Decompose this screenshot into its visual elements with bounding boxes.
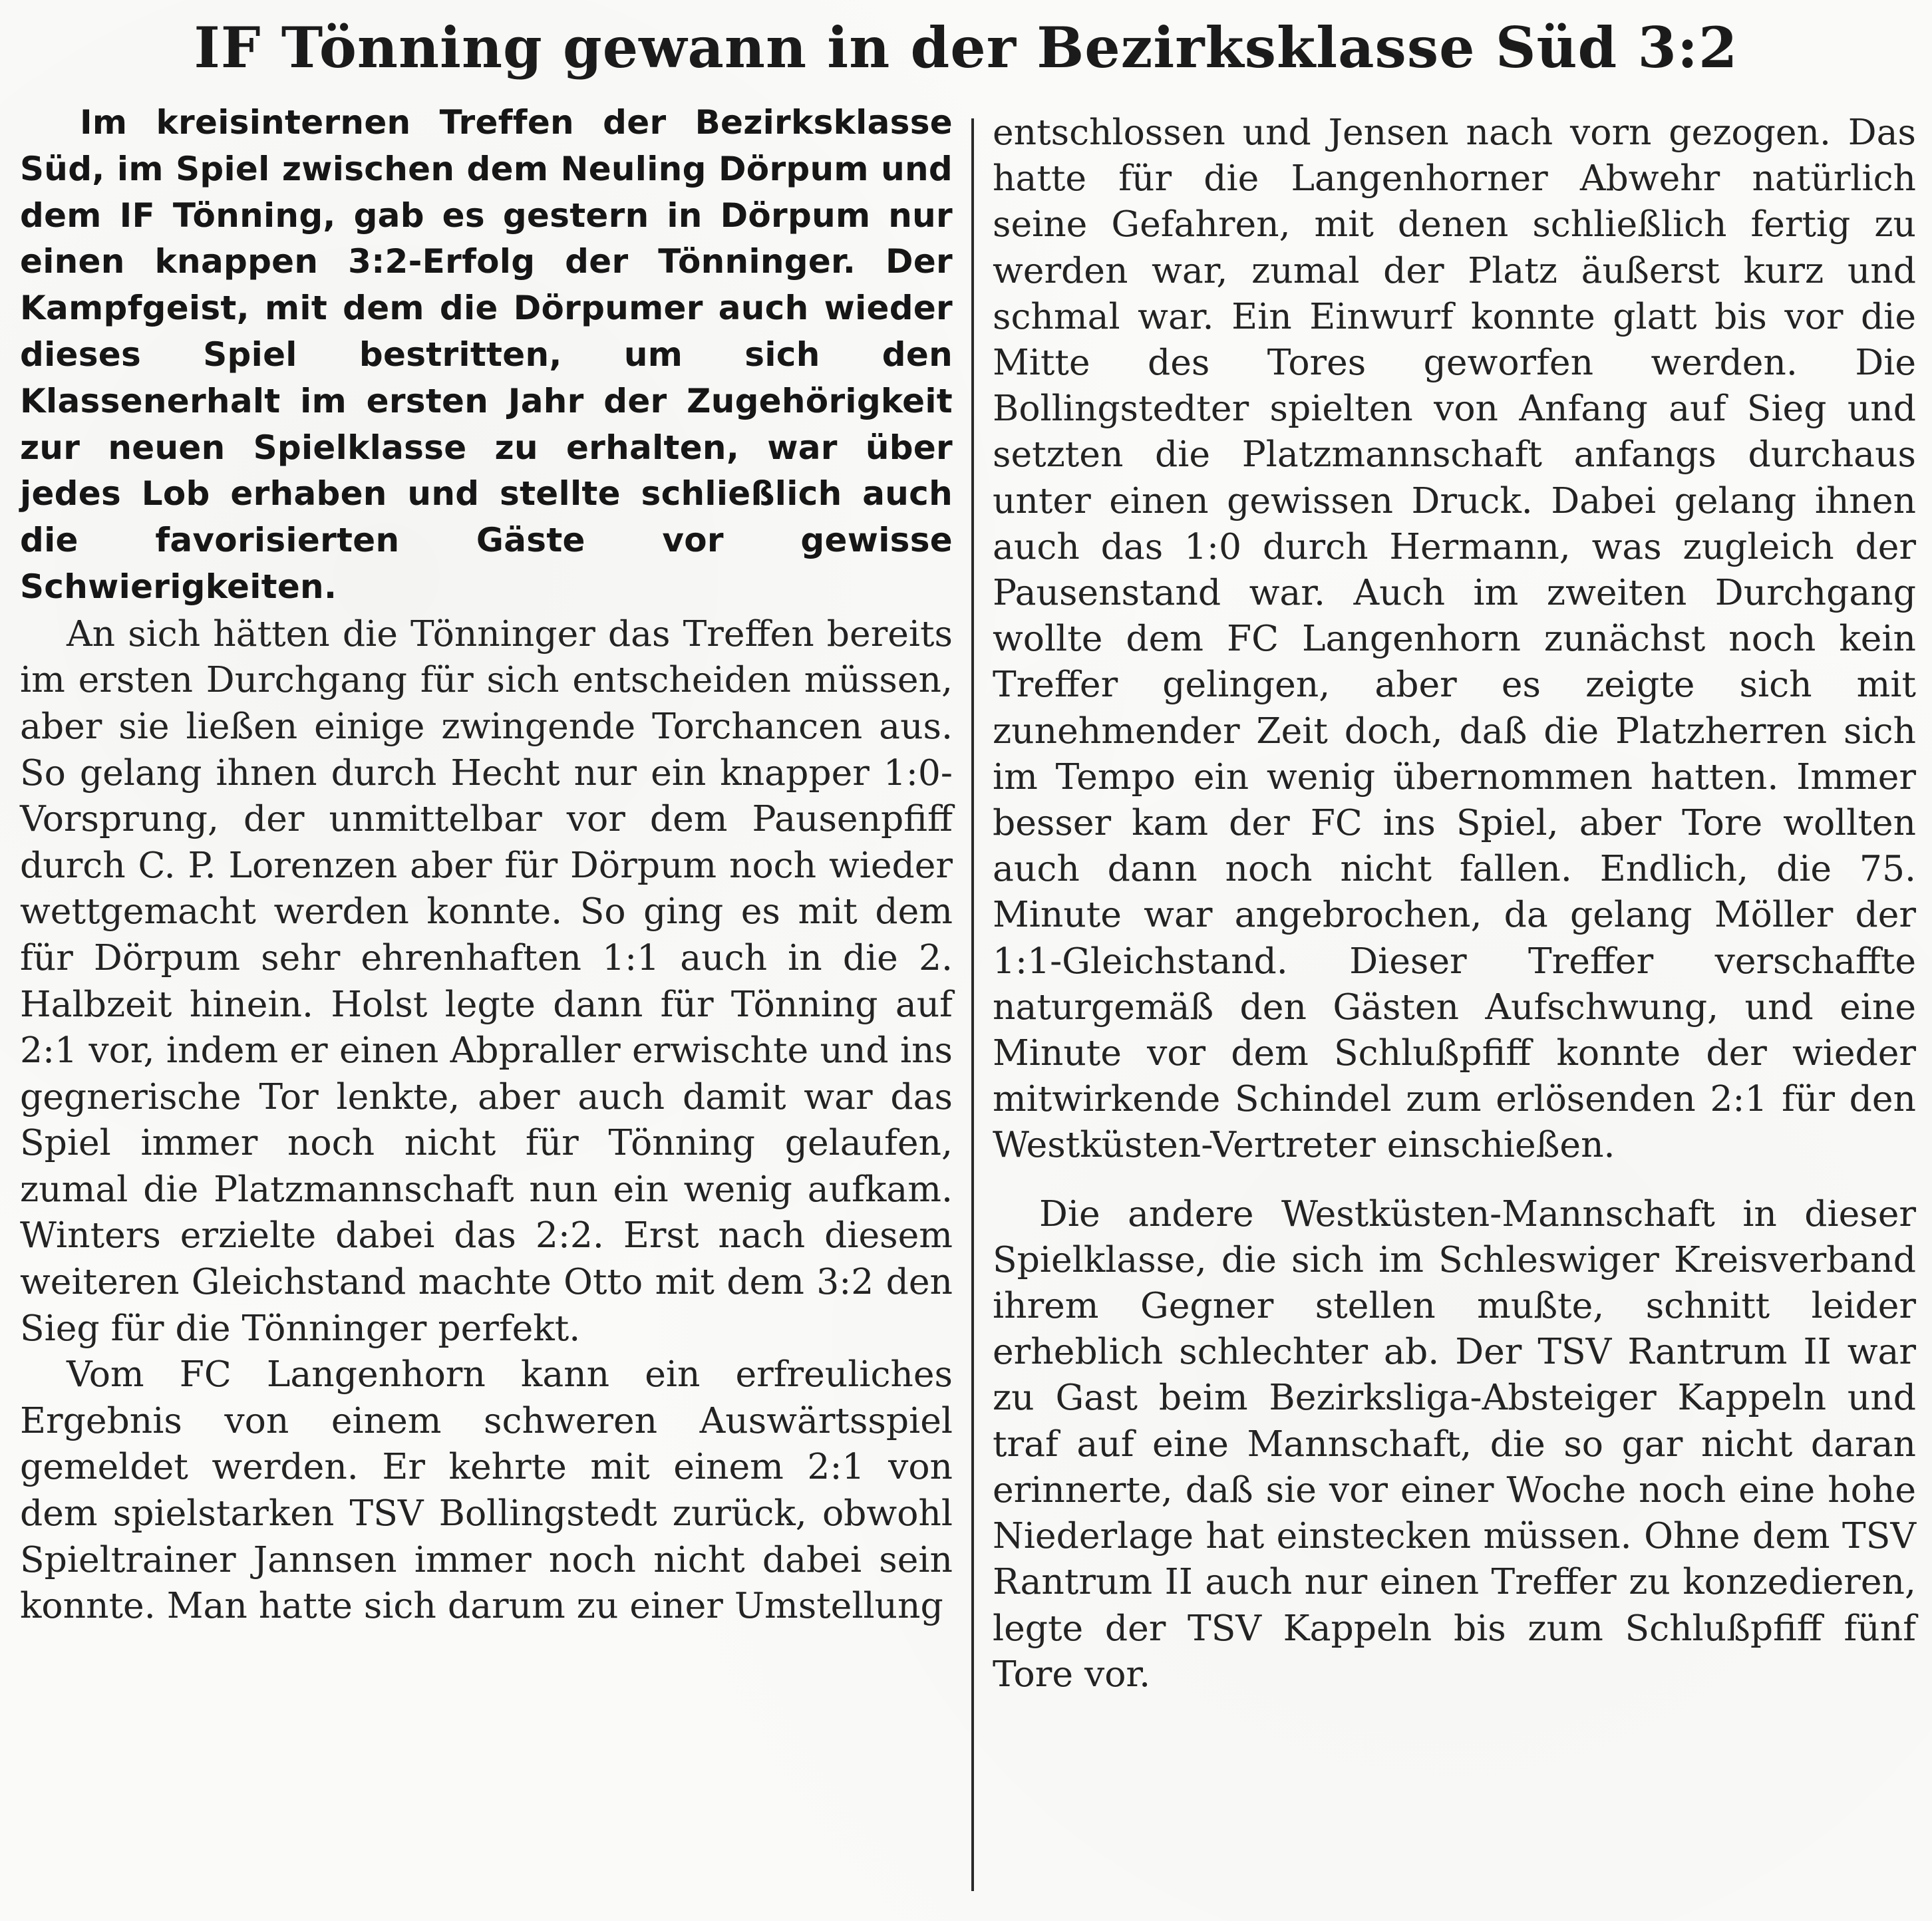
right-column	[993, 109, 1916, 1697]
paragraph-langenhorn-start: Vom FC Langenhorn kann ein erfreuliches Ergebnis von einem schweren Auswärtsspiel gemeldet werden. Er kehrte mit einem 2:1 von dem spielstarken TSV Bollingstedt zurück, obwohl Spieltrainer Jannsen immer noch nicht dabei sein konnte. Man hatte sich darum zu einer Umstellung	[20, 1353, 953, 1627]
column-divider	[971, 118, 974, 1891]
paragraph-toenning-match: An sich hätten die Tönninger das Treffen bereits im ersten Durchgang für sich entscheiden müssen, aber sie ließen einige zwingende Torchancen aus. So gelang ihnen durch Hecht nur ein knapper 1:0-Vorsprung, der unmittelbar vor dem Pausenpfiff durch C. P. Lorenzen aber für Dörpum noch wieder wettgemacht werden konnte. So ging es mit dem für Dörpum sehr ehrenhaften 1:1 auch in die 2. Halbzeit hinein. Holst legte dann für Tönning auf 2:1 vor, indem er einen Abpraller erwischte und ins gegnerische Tor lenkte, aber auch damit war das Spiel immer noch nicht für Tönning gelaufen, zumal die Platzmannschaft nun ein wenig aufkam. Winters erzielte dabei das 2:2. Erst nach diesem weiteren Gleichstand machte Otto mit dem 3:2 den Sieg für die Tönninger perfekt.	[20, 612, 953, 1349]
paragraph-rantrum-match: Die andere Westküsten-Mannschaft in dieser Spielklasse, die sich im Schleswiger Kreisverband ihrem Gegner stellen mußte, schnitt leider erheblich schlechter ab. Der TSV Rantrum II war zu Gast beim Bezirksliga-Absteiger Kappeln und traf auf eine Mannschaft, die so gar nicht daran erinnerte, daß sie vor einer Woche noch eine hohe Niederlage hat einstecken müssen. Ohne dem TSV Rantrum II auch nur einen Treffer zu konzedieren, legte der TSV Kappeln bis zum Schlußpfiff fünf Tore vor.	[993, 1192, 1916, 1695]
paragraph-langenhorn-continued: entschlossen und Jensen nach vorn gezogen. Das hatte für die Langenhorner Abwehr natürlich seine Gefahren, mit denen schließlich fertig zu werden war, zumal der Platz äußerst kurz und schmal war. Ein Einwurf konnte glatt bis vor die Mitte des Tores geworfen werden. Die Bollingstedter spielten von Anfang auf Sieg und setzten die Platzmannschaft anfangs durchaus unter einen gewissen Druck. Dabei gelang ihnen auch das 1:0 durch Hermann, was zugleich der Pausenstand war. Auch im zweiten Durchgang wollte dem FC Langenhorn zunächst noch kein Treffer gelingen, aber es zeigte sich mit zunehmender Zeit doch, daß die Platzherren sich im Tempo ein wenig übernommen hatten. Immer besser kam der FC ins Spiel, aber Tore wollten auch dann noch nicht fallen. Endlich, die 75. Minute war angebrochen, da gelang Möller der 1:1-Gleichstand. Dieser Treffer verschaffte naturgemäß den Gästen Aufschwung, und eine Minute vor dem Schlußpfiff konnte der wieder mitwirkende Schindel zum erlösenden 2:1 für den Westküsten-Vertreter einschießen.	[993, 111, 1916, 1166]
left-column	[20, 100, 953, 1629]
lead-paragraph: Im kreisinternen Treffen der Bezirksklasse Süd, im Spiel zwischen dem Neuling Dörpum und dem IF Tönning, gab es gestern in Dörpum nur einen knappen 3:2-Erfolg der Tönninger. Der Kampfgeist, mit dem die Dörpumer auch wieder dieses Spiel bestritten, um sich den Klassenerhalt im ersten Jahr der Zugehörigkeit zur neuen Spielklasse zu erhalten, war über jedes Lob erhaben und stellte schließlich auch die favorisierten Gäste vor gewisse Schwierigkeiten.	[20, 103, 953, 606]
article-headline: IF Tönning gewann in der Bezirksklasse Süd 3:2	[194, 15, 1738, 80]
